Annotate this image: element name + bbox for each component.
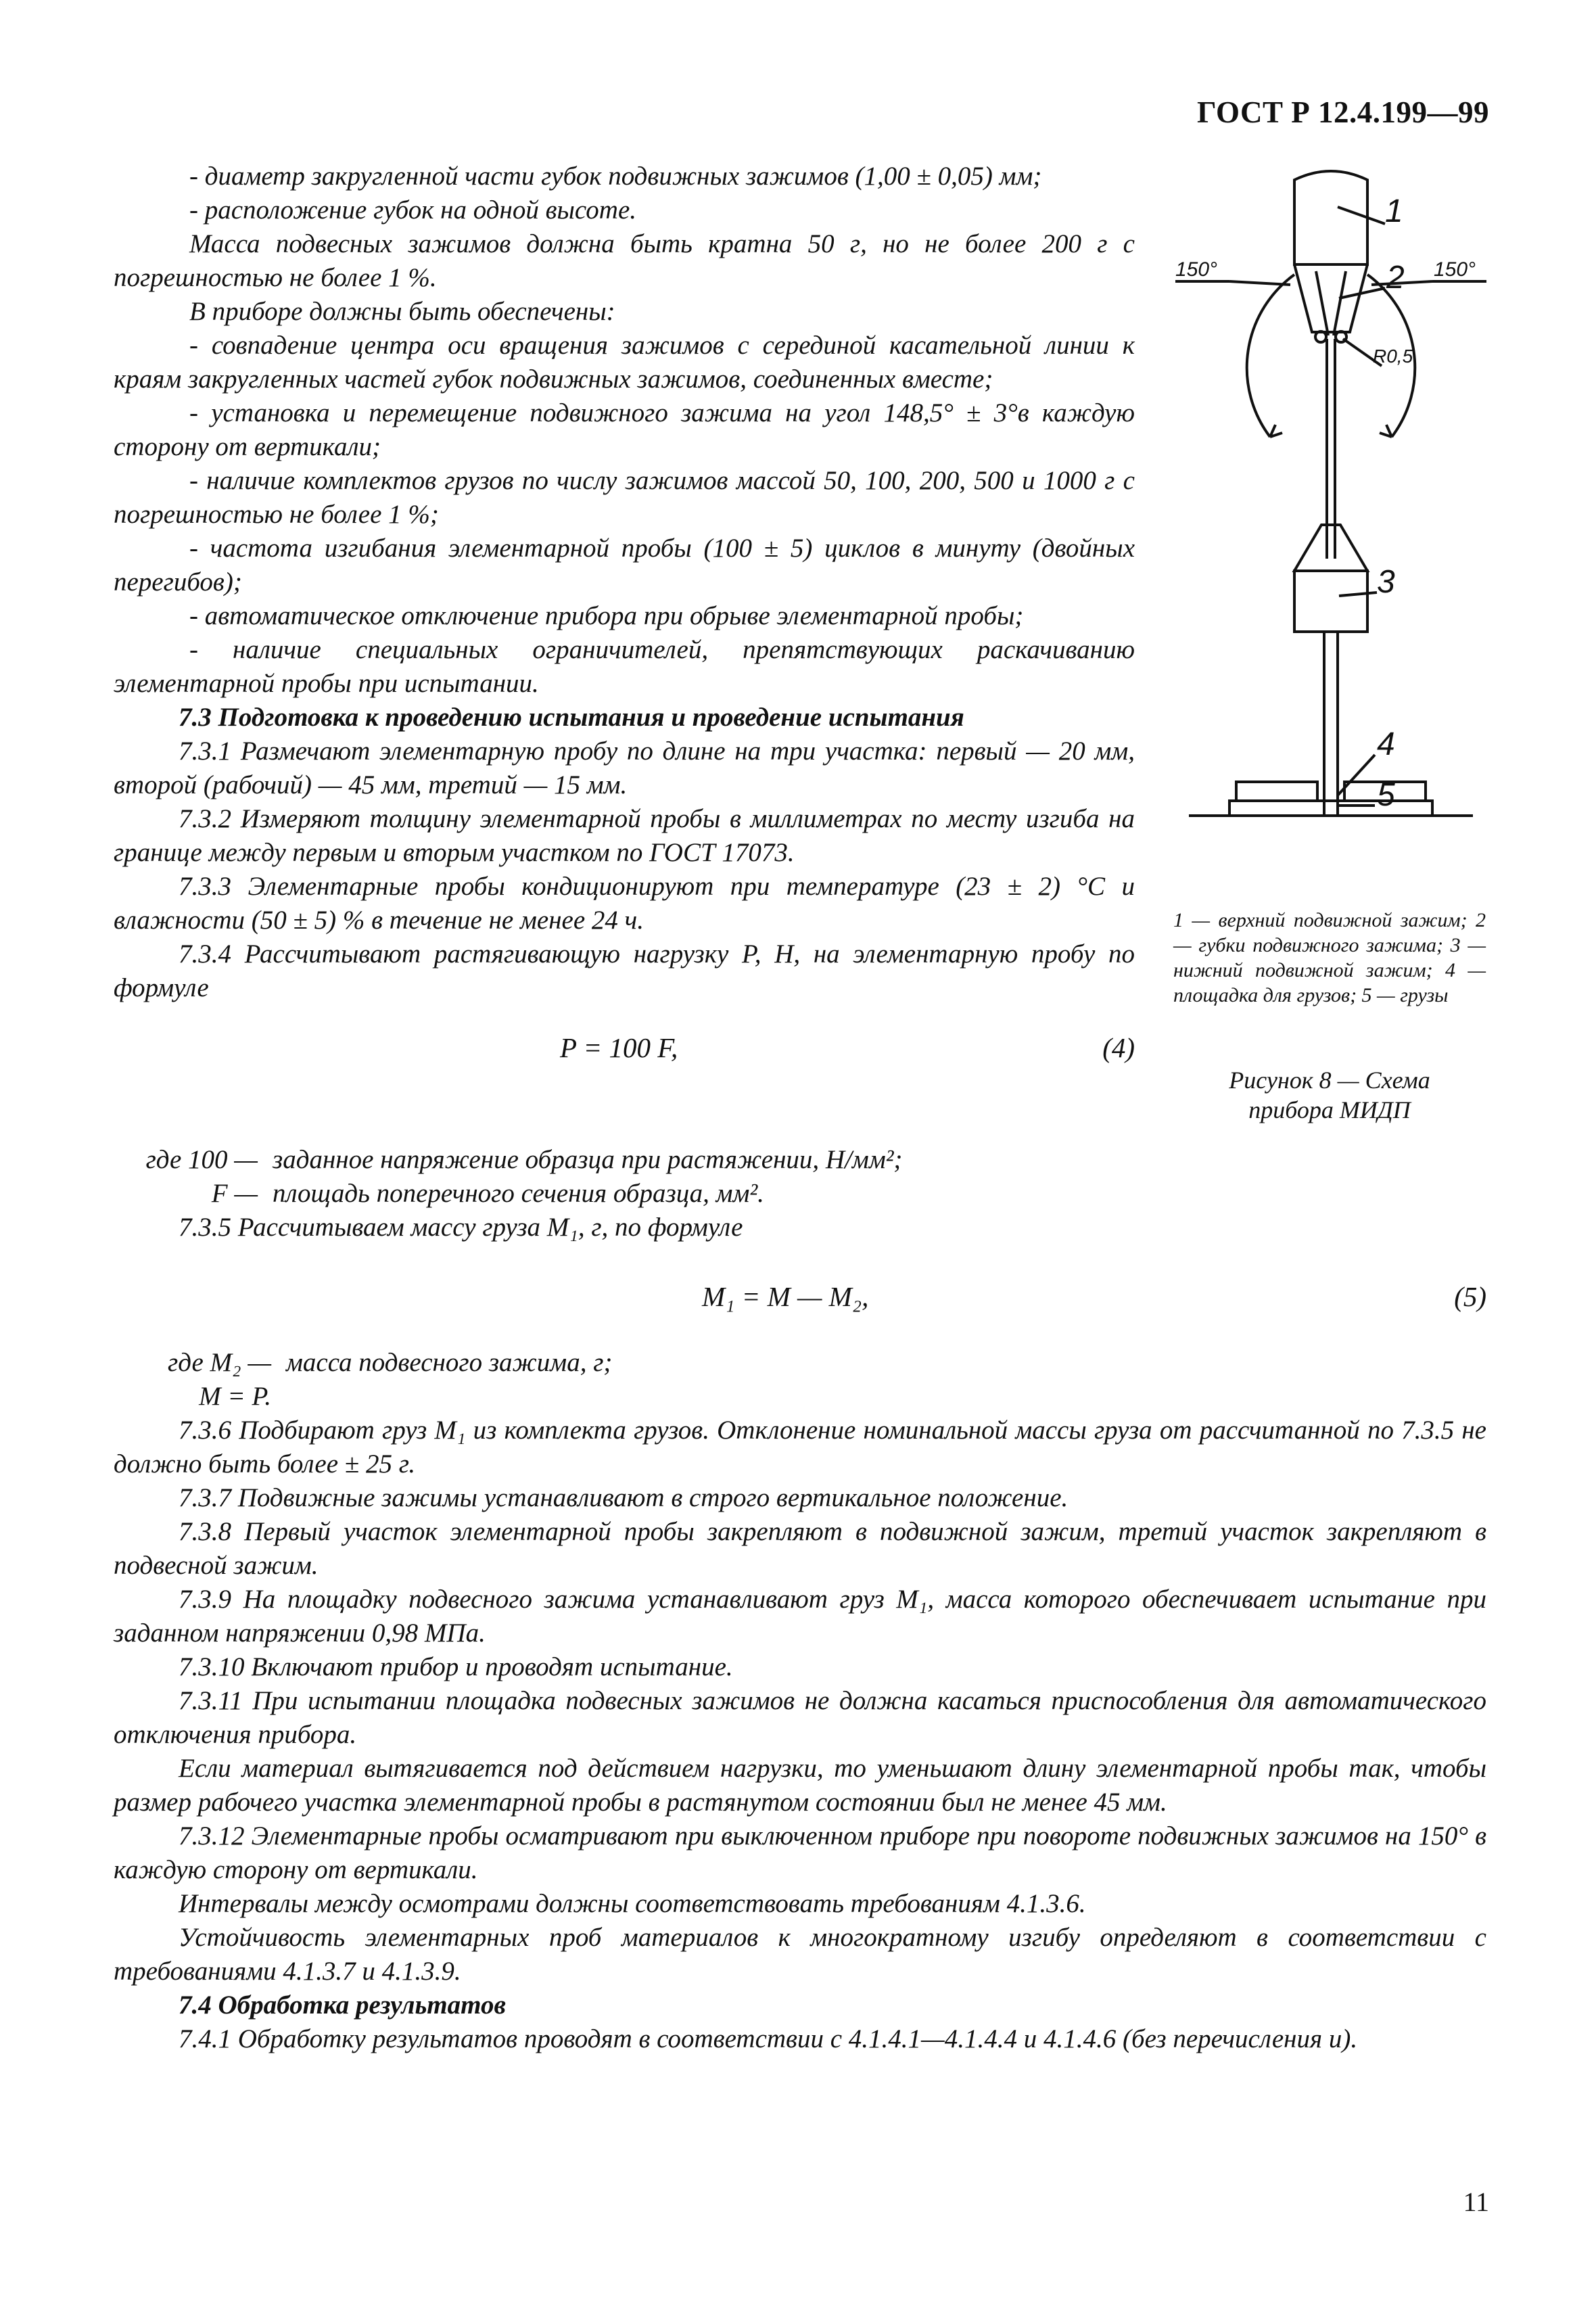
where-label: где 100 — xyxy=(145,1145,258,1174)
where-label: где M₂ — xyxy=(168,1348,271,1377)
paragraph: 7.3.9 На площадку подвесного зажима устанавливают груз M₁, масса которого обеспечивает испытание при заданном напряжении 0,98 МПа. xyxy=(114,1585,1486,1648)
formula-5-number: (5) xyxy=(1454,1281,1486,1312)
paragraph: 7.3.5 Рассчитываем массу груза M₁, г, по формуле xyxy=(179,1213,743,1242)
figure-title xyxy=(1173,1065,1486,1125)
paragraph: В приборе должны быть обеспечены: xyxy=(189,297,615,326)
paragraph: - автоматическое отключение прибора при обрыве элементарной пробы; xyxy=(189,601,1024,630)
angle-arc-left xyxy=(1247,275,1294,437)
paragraph: - частота изгибания элементарной пробы (100 ± 5) циклов в минуту (двойных перегибов); xyxy=(114,534,1135,597)
angle-label-right: 150° xyxy=(1434,258,1476,281)
lower-clamp-taper xyxy=(1294,525,1367,571)
callout-4: 4 xyxy=(1377,726,1395,762)
section-heading-7-4: 7.4 Обработка результатов xyxy=(179,1990,506,2020)
paragraph: 7.3.8 Первый участок элементарной пробы закрепляют в подвижной зажим, третий участок закрепляют в подвесной зажим. xyxy=(114,1517,1486,1580)
paragraph: 7.4.1 Обработку результатов проводят в соответствии с 4.1.4.1—4.1.4.4 и 4.1.4.6 (без перечисления и). xyxy=(179,2024,1358,2053)
upper-clamp-head xyxy=(1294,171,1367,264)
paragraph: Если материал вытягивается под действием нагрузки, то уменьшают длину элементарной пробы так, чтобы размер рабочего участка элементарной пробы в растянутом состоянии был не менее 45 мм. xyxy=(114,1754,1486,1817)
where-list-formula-4 xyxy=(114,1143,1486,1211)
clamp-jaws xyxy=(1294,264,1367,332)
paragraph: - наличие комплектов грузов по числу зажимов массой 50, 100, 200, 500 и 1000 г с погрешностью не более 1 %; xyxy=(114,466,1135,529)
figure-title-line-2: прибора МИДП xyxy=(1248,1096,1411,1123)
paragraph: - диаметр закругленной части губок подвижных зажимов (1,00 ± 0,05) мм; xyxy=(189,162,1042,191)
where-text: масса подвесного зажима, г; xyxy=(286,1348,613,1377)
where-label: M = P. xyxy=(199,1382,271,1411)
paragraph: - совпадение центра оси вращения зажимов с серединой касательной линии к краям закругленных частей губок подвижных зажимов, соединенных вместе; xyxy=(114,331,1135,394)
lower-clamp-body xyxy=(1294,571,1367,632)
callout-2: 2 xyxy=(1386,260,1405,296)
callout-5: 5 xyxy=(1377,777,1395,813)
callout-3: 3 xyxy=(1377,564,1395,600)
where-text: заданное напряжение образца при растяжении, Н/мм²; xyxy=(273,1145,903,1174)
paragraph: 7.3.2 Измеряют толщину элементарной пробы в миллиметрах по месту изгиба на границе между первым и вторым участком по ГОСТ 17073. xyxy=(114,804,1135,867)
section-heading-7-3: 7.3 Подготовка к проведению испытания и проведение испытания xyxy=(179,703,964,732)
weight-platform xyxy=(1229,801,1432,816)
where-label: F — xyxy=(211,1179,258,1208)
paragraph: 7.3.7 Подвижные зажимы устанавливают в строго вертикальное положение. xyxy=(179,1483,1069,1512)
paragraph: Масса подвесных зажимов должна быть кратна 50 г, но не более 200 г с погрешностью не более 1 %. xyxy=(114,229,1135,292)
formula-5: M₁ = M — M₂, xyxy=(702,1281,869,1312)
formula-4-number: (4) xyxy=(1102,1032,1135,1063)
device-diagram xyxy=(1162,160,1500,849)
radius-label: R0,5 xyxy=(1373,346,1413,367)
formula-5-row xyxy=(114,1280,1486,1320)
document-code: ГОСТ Р 12.4.199—99 xyxy=(1196,95,1489,129)
figure-title-line-1: Рисунок 8 — Схема xyxy=(1229,1067,1430,1094)
paragraph: 7.3.3 Элементарные пробы кондиционируют при температуре (23 ± 2) °С и влажности (50 ± 5) % в течение не менее 24 ч. xyxy=(114,872,1135,935)
paragraph: 7.3.1 Размечают элементарную пробу по длине на три участка: первый — 20 мм, второй (рабочий) — 45 мм, третий — 15 мм. xyxy=(114,737,1135,799)
formula-4: P = 100 F, xyxy=(560,1032,678,1063)
paragraph: Интервалы между осмотрами должны соответствовать требованиям 4.1.3.6. xyxy=(179,1889,1086,1918)
page-number: 11 xyxy=(1463,2187,1489,2217)
formula-4-row xyxy=(114,1031,1135,1071)
where-list-formula-5 xyxy=(114,1346,1486,1414)
paragraph: 7.3.10 Включают прибор и проводят испытание. xyxy=(179,1652,733,1681)
paragraph: - наличие специальных ограничителей, препятствующих раскачиванию элементарной пробы при испытании. xyxy=(114,635,1135,698)
paragraph: - расположение губок на одной высоте. xyxy=(189,195,637,225)
paragraph: Устойчивость элементарных проб материалов к многократному изгибу определяют в соответствии с требованиями 4.1.3.7 и 4.1.3.9. xyxy=(114,1923,1486,1986)
paragraph: 7.3.12 Элементарные пробы осматривают при выключенном приборе при повороте подвижных зажимов на 150° в каждую сторону от вертикали. xyxy=(114,1821,1486,1884)
left-column-text xyxy=(114,160,1135,1092)
where-text: площадь поперечного сечения образца, мм². xyxy=(273,1179,764,1208)
full-width-text xyxy=(114,1143,1486,2056)
figure-legend: 1 — верхний подвижной зажим; 2 — губки подвижного зажима; 3 — нижний подвижной зажим; 4 — площадка для грузов; 5 — грузы xyxy=(1173,909,1486,1006)
weight-left xyxy=(1236,782,1317,801)
callout-1: 1 xyxy=(1385,193,1403,229)
angle-label-left: 150° xyxy=(1175,258,1218,281)
paragraph: 7.3.6 Подбирают груз M₁ из комплекта грузов. Отклонение номинальной массы груза от рассчитанной по 7.3.5 не должно быть более ± 25 г. xyxy=(114,1416,1486,1479)
paragraph: 7.3.4 Рассчитывают растягивающую нагрузку P, Н, на элементарную пробу по формуле xyxy=(114,939,1135,1002)
paragraph: 7.3.11 При испытании площадка подвесных зажимов не должна касаться приспособления для автоматического отключения прибора. xyxy=(114,1686,1486,1749)
paragraph: - установка и перемещение подвижного зажима на угол 148,5° ± 3°в каждую сторону от вертикали; xyxy=(114,398,1135,461)
